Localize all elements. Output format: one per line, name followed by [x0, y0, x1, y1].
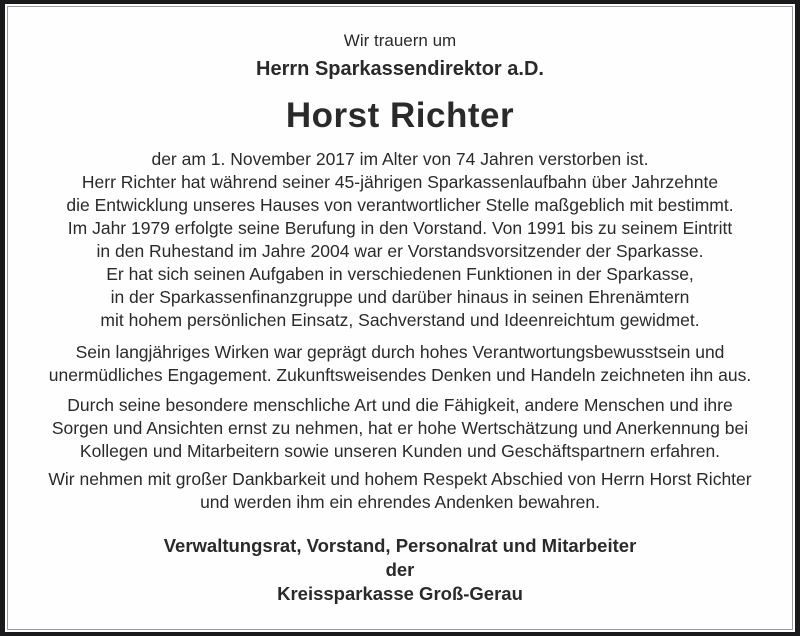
- text-line: Wir nehmen mit großer Dankbarkeit und hohem Respekt Abschied von Herrn Horst Richter: [48, 469, 752, 489]
- obituary-paragraph-farewell: [8, 468, 792, 514]
- text-line: die Entwicklung unseres Hauses von verantwortlicher Stelle maßgeblich mit bestimmt.: [66, 195, 734, 215]
- deceased-title-line: Herrn Sparkassendirektor a.D.: [256, 58, 544, 80]
- text-line: in den Ruhestand im Jahre 2004 war er Vorstandsvorsitzender der Sparkasse.: [96, 241, 704, 261]
- text-line: Im Jahr 1979 erfolgte seine Berufung in den Vorstand. Von 1991 bis zu seinem Eintritt: [67, 218, 733, 238]
- text-line: Herr Richter hat während seiner 45-jährigen Sparkassenlaufbahn über Jahrzehnte: [81, 172, 719, 192]
- text-line: Sorgen und Ansichten ernst zu nehmen, hat er hohe Wertschätzung und Anerkennung bei: [51, 418, 749, 438]
- text-line: in der Sparkassenfinanzgruppe und darüber hinaus in seinen Ehrenämtern: [110, 287, 690, 307]
- text-line: Durch seine besondere menschliche Art und die Fähigkeit, andere Menschen und ihre: [67, 395, 733, 415]
- mourning-line: Wir trauern um: [343, 31, 457, 50]
- deceased-name: Horst Richter: [285, 96, 515, 135]
- text-line: und werden ihm ein ehrendes Andenken bewahren.: [200, 492, 600, 512]
- text-line: unermüdliches Engagement. Zukunftsweisendes Denken und Handeln zeichneten ihn aus.: [48, 365, 752, 385]
- obituary-card: [7, 6, 793, 630]
- text-line: mit hohem persönlichen Einsatz, Sachverstand und Ideenreichtum gewidmet.: [100, 310, 700, 330]
- obituary-paragraph-character: [8, 394, 792, 463]
- obituary-paragraph-biography: [8, 148, 792, 332]
- text-line: der: [385, 559, 415, 580]
- text-line: Kollegen und Mitarbeitern sowie unseren Kunden und Geschäftspartnern erfahren.: [79, 441, 721, 461]
- obituary-paragraph-work: [8, 341, 792, 387]
- text-line: Verwaltungsrat, Vorstand, Personalrat und Mitarbeiter: [163, 535, 637, 556]
- text-line: Er hat sich seinen Aufgaben in verschiedenen Funktionen in der Sparkasse,: [106, 264, 694, 284]
- text-line: Kreissparkasse Groß-Gerau: [277, 583, 523, 604]
- text-line: Sein langjähriges Wirken war geprägt durch hohes Verantwortungsbewusstsein und: [75, 342, 725, 362]
- signature-block: [8, 534, 792, 606]
- text-line: der am 1. November 2017 im Alter von 74 Jahren verstorben ist.: [151, 149, 649, 169]
- paper-gap: [5, 4, 795, 632]
